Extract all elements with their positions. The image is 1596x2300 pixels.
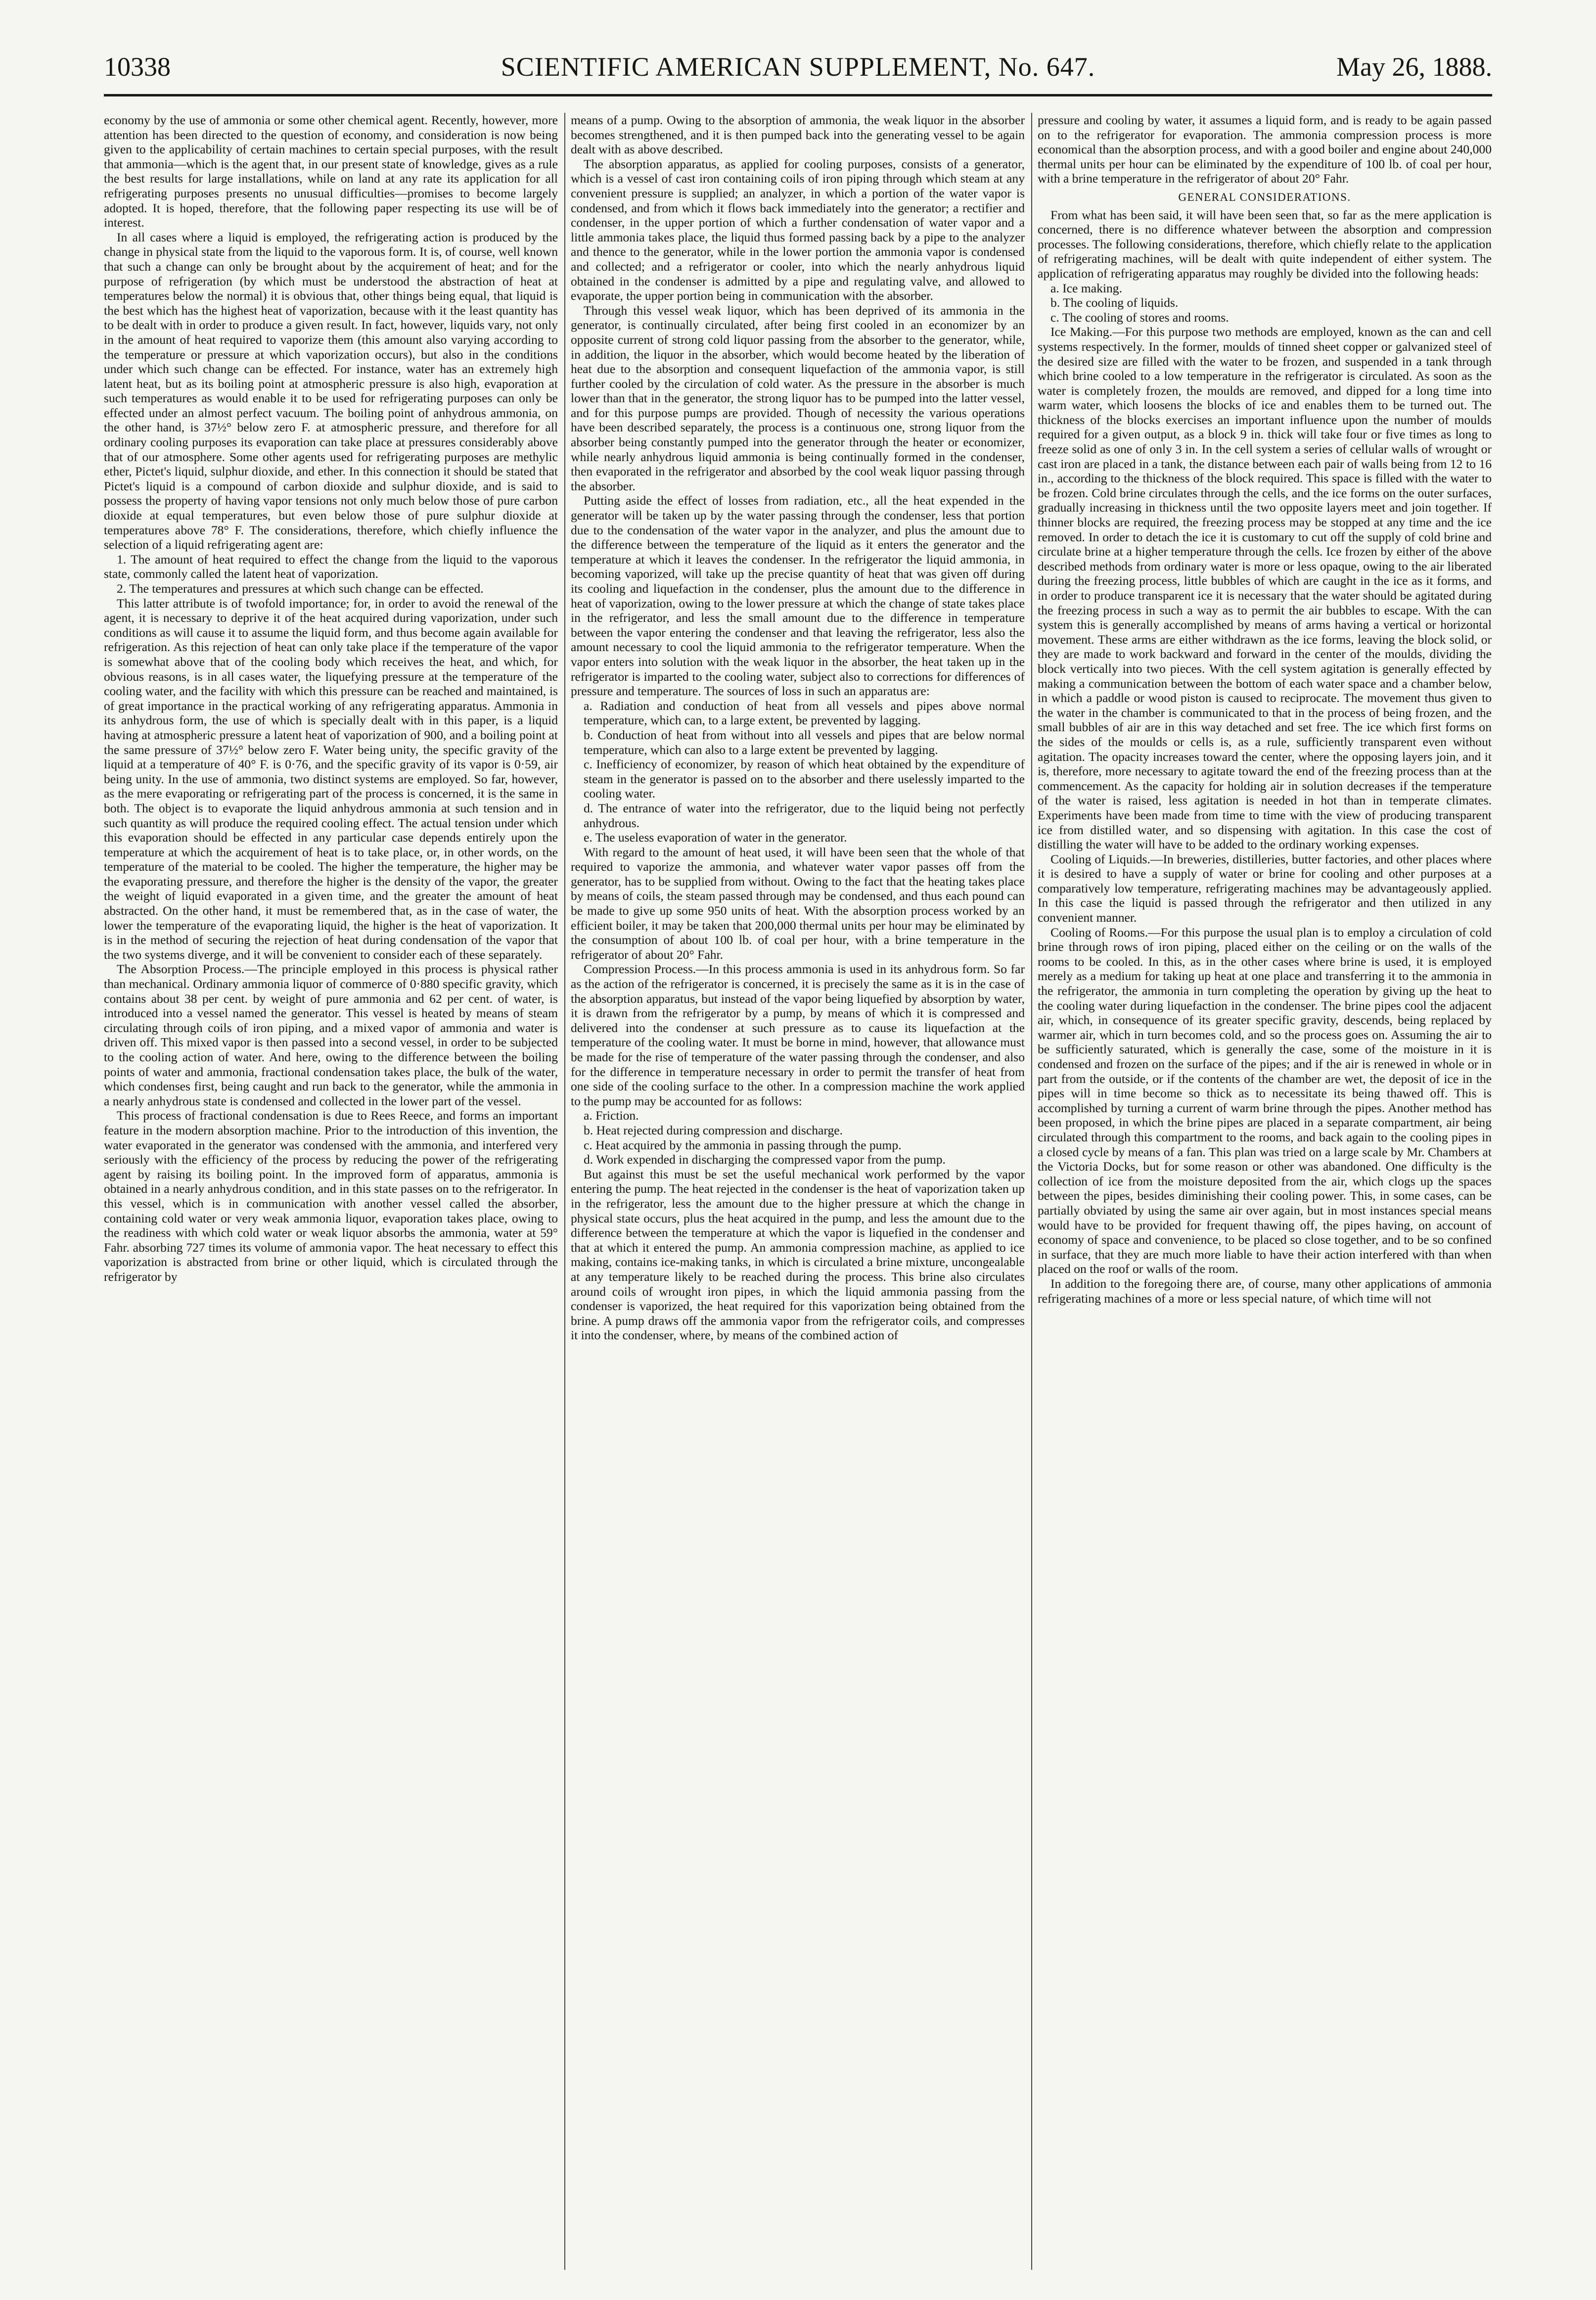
column-divider [1031, 113, 1032, 2270]
paragraph: 2. The temperatures and pressures at which such change can be effected. [117, 581, 484, 596]
column-divider [564, 113, 565, 2270]
paragraph: In all cases where a liquid is employed, the refrigerating action is produced by the change in physical state from the liquid to the vaporous form. It is, of course, well known that such a change can only be brought about by the acquirement of heat; and for the purpose of refrigeration (by which must be understood the abstraction of heat at temperatures below the normal) it is obvious that, other things being equal, that liquid is the best which has the highest heat of vaporization, because with it the least quantity has to be dealt with in order to produce a given result. In fact, however, liquids vary, not only in the amount of heat required to vaporize them (this amount also varying according to the temperature or pressure at which vaporization occurs), but also in the conditions under which such change can be effected. For instance, water has an extremely high latent heat, but as its boiling point at atmospheric pressure is also high, evaporation at such temperatures as would enable it to be used for refrigerating purposes can only be effected under an almost perfect vacuum. The boiling point of anhydrous ammonia, on the other hand, is 37½° below zero F. at atmospheric pressure, and therefore for all ordinary cooling purposes its evaporation can take place at pressures considerably above that of our atmosphere. Some other agents used for refrigerating purposes are methylic ether, Pictet's liquid, sulphur dioxide, and ether. In this connection it should be stated that Pictet's liquid is a compound of carbon dioxide and sulphur dioxide, and is said to possess the property of having vapor tensions not only much below those of pure carbon dioxide at equal temperatures, but even below those of pure sulphur dioxide at temperatures above 78° F. The considerations, therefore, which chiefly influence the selection of a liquid refrigerating agent are: [104, 230, 558, 552]
text-column-1 [104, 113, 558, 2274]
list-item: d. Work expended in discharging the compressed vapor from the pump. [584, 1152, 946, 1167]
list-item: b. Heat rejected during compression and discharge. [584, 1123, 843, 1137]
paragraph: But against this must be set the useful mechanical work performed by the vapor entering the pump. The heat rejected in the condenser is the heat of vaporization taken up in the refrigerator, less the amount due to the higher pressure at which the change in physical state occurs, plus the heat acquired in the pump, and less the amount due to the difference between the temperature at which the vapor is liquefied in the condenser and that at which it entered the pump. An ammonia compression machine, as applied to ice making, contains ice-making tanks, in which is circulated a brine mixture, uncongealable at any temperature likely to be reached during the process. This brine also circulates around coils of wrought iron pipes, in which the liquid ammonia passing from the condenser is vaporized, the heat required for this vaporization being obtained from the brine. A pump draws off the ammonia vapor from the refrigerator coils, and compresses it into the condenser, where, by means of the combined action of [571, 1167, 1025, 1343]
paragraph: Ice Making.—For this purpose two methods are employed, known as the can and cell systems respectively. In the former, moulds of tinned sheet copper or galvanized steel of the desired size are filled with the water to be frozen, and suspended in a tank through which brine cooled to a low temperature in the refrigerator is circulated. As soon as the water is completely frozen, the moulds are removed, and dipped for a long time into warm water, which loosens the blocks of ice and enables them to be turned out. The thickness of the blocks exercises an important influence upon the number of moulds required for a given output, as a block 9 in. thick will take four or five times as long to freeze solid as one of only 3 in. In the cell system a series of cellular walls of wrought or cast iron are placed in a tank, the distance between each pair of walls being from 12 to 16 in., according to the thickness of the block required. This space is filled with the water to be frozen. Cold brine circulates through the cells, and the ice forms on the outer surfaces, gradually increasing in thickness until the two opposite layers meet and join together. If thinner blocks are required, the freezing process may be stopped at any time and the ice removed. In order to detach the ice it is customary to cut off the supply of cold brine and circulate brine at a higher temperature through the cells. Ice frozen by either of the above described methods from ordinary water is more or less opaque, owing to the air liberated during the freezing process, little bubbles of which are caught in the ice as it forms, and in order to produce transparent ice it is necessary that the water should be agitated during the freezing process in such a way as to permit the air bubbles to escape. With the can system this is generally accomplished by means of arms having a vertical or horizontal movement. These arms are either withdrawn as the ice forms, leaving the block solid, or they are made to work backward and forward in the center of the moulds, dividing the block vertically into two pieces. With the cell system agitation is generally effected by making a communication between the bottom of each water space and a chamber below, in which a paddle or wood piston is caused to reciprocate. The movement thus given to the water in the chamber is communicated to that in the process of being frozen, and the small bubbles of air are in this way detached and set free. The ice which first forms on the sides of the moulds or cells is, as a rule, sufficiently transparent even without agitation. The opacity increases toward the center, where the opposing layers join, and it is, therefore, more necessary to agitate toward the end of the freezing process than at the commencement. As the capacity for holding air in solution decreases if the temperature of the water is raised, less agitation is needed in hot than in temperate climates. Experiments have been made from time to time with the view of producing transparent ice from distilled water, and so dispensing with agitation. In this case the cost of distilling the water will have to be added to the ordinary working expenses. [1038, 325, 1492, 852]
paragraph: This latter attribute is of twofold importance; for, in order to avoid the renewal of the agent, it is necessary to deprive it of the heat acquired during vaporization, under such conditions as will cause it to assume the liquid form, and thus become again available for refrigeration. As this rejection of heat can only take place if the temperature of the vapor is somewhat above that of the cooling body which receives the heat, and which, for obvious reasons, is in all cases water, the liquefying pressure at the temperature of the cooling water, and the facility with which this pressure can be reached and maintained, is of great importance in the practical working of any refrigerating apparatus. Ammonia in its anhydrous form, the use of which is specially dealt with in this paper, is a liquid having at atmospheric pressure a latent heat of vaporization of 900, and a boiling point at the same pressure of 37½° below zero F. Water being unity, the specific gravity of the liquid at a temperature of 40° F. is 0·76, and the specific gravity of its vapor is 0·59, air being unity. In the use of ammonia, two distinct systems are employed. So far, however, as the mere evaporating or refrigerating part of the process is concerned, it is the same in both. The object is to evaporate the liquid anhydrous ammonia at such tension and in such quantity as will produce the required cooling effect. The actual tension under which this evaporation should be effected in any particular case depends entirely upon the temperature at which the acquirement of heat is to take place, or, in other words, on the temperature of the material to be cooled. The higher the temperature, the higher may be the evaporating pressure, and therefore the higher is the density of the vapor, the greater the weight of liquid evaporated in a given time, and the greater the amount of heat abstracted. On the other hand, it must be remembered that, as in the case of water, the lower the temperature of the evaporating liquid, the higher is the heat of vaporization. It is in the method of securing the rejection of heat during condensation of the vapor that the two systems diverge, and it will be convenient to consider each of these separately. [104, 596, 558, 962]
header-rule [104, 94, 1492, 96]
page-number: 10338 [104, 52, 171, 82]
list-item: c. The cooling of stores and rooms. [1050, 310, 1229, 325]
list-item: b. The cooling of liquids. [1050, 295, 1179, 310]
issue-date: May 26, 1888. [1336, 52, 1492, 82]
paragraph: Putting aside the effect of losses from radiation, etc., all the heat expended in the generator will be taken up by the water passing through the condenser, less that portion due to the condensation of the water vapor in the analyzer, and plus the amount due to the difference between the temperature of the liquid as it enters the generator and the temperature at which it leaves the condenser. In the refrigerator the liquid ammonia, in becoming vaporized, will take up the precise quantity of heat that was given off during its cooling and liquefaction in the condenser, plus the amount due to the difference in heat of vaporization, owing to the lower pressure at which the change of state takes place in the refrigerator, and less the small amount due to the difference in temperature between the vapor entering the condenser and that leaving the refrigerator, less also the amount necessary to cool the liquid ammonia to the refrigerator temperature. When the vapor enters into solution with the weak liquor in the absorber, the heat taken up in the refrigerator is imparted to the cooling water, subject also to corrections for differences of pressure and temperature. The sources of loss in such an apparatus are: [571, 493, 1025, 699]
paragraph: pressure and cooling by water, it assumes a liquid form, and is ready to be again passed on to the refrigerator for evaporation. The ammonia compression process is more economical than the absorption process, and with a good boiler and engine about 240,000 thermal units per hour can be eliminated by the expenditure of 100 lb. of coal per hour, with a brine temperature in the refrigerator of about 20° Fahr. [1038, 113, 1492, 186]
paragraph: The Absorption Process.—The principle employed in this process is physical rather than mechanical. Ordinary ammonia liquor of commerce of 0·880 specific gravity, which contains about 38 per cent. by weight of pure ammonia and 62 per cent. of water, is introduced into a vessel named the generator. This vessel is heated by means of steam circulating through coils of iron piping, and a mixed vapor of ammonia and water is driven off. This mixed vapor is then passed into a second vessel, in order to be subjected to the cooling action of water. And here, owing to the difference between the boiling points of water and ammonia, fractional condensation takes place, the bulk of the water, which condenses first, being caught and run back to the generator, while the ammonia in a nearly anhydrous state is condensed and collected in the lower part of the vessel. [104, 962, 558, 1108]
paragraph: 1. The amount of heat required to effect the change from the liquid to the vaporous state, commonly called the latent heat of vaporization. [104, 552, 558, 581]
paragraph: The absorption apparatus, as applied for cooling purposes, consists of a generator, which is a vessel of cast iron containing coils of iron piping through which steam at any convenient pressure is supplied; an analyzer, in which a portion of the water vapor is condensed, and from which it flows back immediately into the generator; a rectifier and condenser, in the upper portion of which a further condensation of water vapor and a little ammonia takes place, the liquid thus formed passing back by a pipe to the analyzer and thence to the generator, while in the lower portion the ammonia vapor is condensed and collected; and a refrigerator or cooler, into which the nearly anhydrous liquid obtained in the condenser is admitted by a pipe and regulating valve, and allowed to evaporate, the upper portion being in communication with the absorber. [571, 156, 1025, 303]
paragraph: Through this vessel weak liquor, which has been deprived of its ammonia in the generator, is continually circulated, after being first cooled in an economizer by an opposite current of strong cold liquor passing from the absorber to the generator, while, in addition, the liquor in the absorber, which would become heated by the liberation of heat due to the absorption and consequent liquefaction of the ammonia vapor, is still further cooled by the circulation of cold water. As the pressure in the absorber is much lower than that in the generator, the strong liquor has to be pumped into the latter vessel, and for this purpose pumps are provided. Though of necessity the various operations have been described separately, the process is a continuous one, strong liquor from the absorber being constantly pumped into the generator through the heater or economizer, while nearly anhydrous liquid ammonia is being continually formed in the condenser, then evaporated in the refrigerator and absorbed by the cool weak liquor passing through the absorber. [571, 303, 1025, 493]
list-item: b. Conduction of heat from without into all vessels and pipes that are below normal temperature, which can also to a large extent be prevented by lagging. [584, 727, 1025, 757]
list-item: c. Heat acquired by the ammonia in passing through the pump. [584, 1137, 902, 1152]
paragraph: Cooling of Rooms.—For this purpose the usual plan is to employ a circulation of cold brine through rows of iron piping, placed either on the ceiling or on the walls of the rooms to be cooled. In this, as in the other cases where brine is used, it is employed merely as a medium for taking up heat at one place and transferring it to the ammonia in the refrigerator, the ammonia in turn completing the operation by giving up the heat to the cooling water during liquefaction in the condenser. The brine pipes cool the adjacent air, which, in consequence of its greater specific gravity, descends, being replaced by warmer air, which in turn becomes cold, and so the process goes on. Assuming the air to be sufficiently saturated, which is generally the case, some of the moisture in it is condensed and frozen on the surface of the pipes; and if the air is renewed in whole or in part from the outside, or if the contents of the chamber are wet, the deposit of ice in the pipes will in time become so thick as to necessitate its being thawed off. This is accomplished by turning a current of warm brine through the pipes. Another method has been proposed, in which the brine pipes are placed in a separate compartment, air being circulated through this compartment to the rooms, and back again to the cooling pipes in a closed cycle by means of a fan. This plan was tried on a large scale by Mr. Chambers at the Victoria Docks, but for some reason or other was abandoned. One difficulty is the collection of ice from the moisture deposited from the air, which clogs up the spaces between the pipes, besides diminishing their cooling power. This, in some cases, can be partially obviated by using the same air over again, but in most instances special means would have to be provided for frequent thawing off, the pipes having, on account of economy of space and convenience, to be placed so close together, and to be so confined in surface, that they are much more liable to have their action interfered with than when placed on the roof or walls of the room. [1038, 925, 1492, 1276]
list-item: a. Radiation and conduction of heat from all vessels and pipes above normal temperature, which can, to a large extent, be prevented by lagging. [584, 698, 1025, 728]
paragraph: From what has been said, it will have been seen that, so far as the mere application is concerned, there is no difference whatever between the absorption and compression processes. The following considerations, therefore, which chiefly relate to the application of refrigerating machines, will be dealt with quite independent of either system. The application of refrigerating apparatus may roughly be divided into the following heads: [1038, 207, 1492, 281]
list-item: a. Friction. [584, 1108, 639, 1123]
list-item: d. The entrance of water into the refrigerator, due to the liquid being not perfectly anhydrous. [584, 800, 1025, 830]
paragraph: In addition to the foregoing there are, of course, many other applications of ammonia refrigerating machines of a more or less special nature, of which time will not [1038, 1276, 1492, 1306]
section-heading: GENERAL CONSIDERATIONS. [1178, 190, 1351, 203]
list-item: e. The useless evaporation of water in the generator. [584, 830, 847, 845]
paragraph: Cooling of Liquids.—In breweries, distilleries, butter factories, and other places where it is desired to have a supply of water or brine for cooling and other purposes at a comparatively low temperature, refrigerating machines may be advantageously applied. In this case the liquid is passed through the refrigerator and then utilized in any convenient manner. [1038, 851, 1492, 925]
paragraph: Compression Process.—In this process ammonia is used in its anhydrous form. So far as the action of the refrigerator is concerned, it is precisely the same as it is in the case of the absorption apparatus, but instead of the vapor being liquefied by absorption by water, it is drawn from the refrigerator by a pump, by means of which it is compressed and delivered into the condenser at such pressure as to cause its liquefaction at the temperature of the cooling water. It must be borne in mind, however, that allowance must be made for the rise of temperature of the water passing through the condenser, and also for the difference in temperature necessary in order to permit the transfer of heat from one side of the cooling surface to the other. In a compression machine the work applied to the pump may be accounted for as follows: [571, 962, 1025, 1108]
paragraph: This process of fractional condensation is due to Rees Reece, and forms an important feature in the modern absorption machine. Prior to the introduction of this invention, the water evaporated in the generator was condensed with the ammonia, and interfered very seriously with the efficiency of the process by reducing the power of the refrigerating agent by raising its boiling point. In the improved form of apparatus, ammonia is obtained in a nearly anhydrous condition, and in this state passes on to the refrigerator. In this vessel, which is in communication with another vessel called the absorber, containing cold water or very weak ammonia liquor, evaporation takes place, owing to the readiness with which cold water or weak liquor absorbs the ammonia, water at 59° Fahr. absorbing 727 times its volume of ammonia vapor. The heat necessary to effect this vaporization is abstracted from brine or other liquid, which is circulated through the refrigerator by [104, 1108, 558, 1284]
paragraph: means of a pump. Owing to the absorption of ammonia, the weak liquor in the absorber becomes strengthened, and it is then pumped back into the generating vessel to be again dealt with as above described. [571, 113, 1025, 157]
text-column-2 [571, 113, 1025, 2274]
page-header [104, 51, 1492, 91]
list-item: c. Inefficiency of economizer, by reason of which heat obtained by the expenditure of steam in the generator is passed on to the absorber and there uselessly imparted to the cooling water. [584, 757, 1025, 801]
paragraph: With regard to the amount of heat used, it will have been seen that the whole of that required to vaporize the ammonia, and whatever water vapor passes off from the generator, has to be supplied from without. Owing to the fact that the heating takes place by means of coils, the steam passed through may be condensed, and thus each pound can be made to give up some 950 units of heat. With the absorption process worked by an efficient boiler, it may be taken that 200,000 thermal units per hour may be eliminated by the consumption of about 100 lb. of coal per hour, with a brine temperature in the refrigerator of about 20° Fahr. [571, 845, 1025, 962]
text-column-3 [1038, 113, 1492, 2274]
publication-title: SCIENTIFIC AMERICAN SUPPLEMENT, No. 647. [501, 52, 1095, 82]
list-item: a. Ice making. [1050, 281, 1122, 295]
paragraph: economy by the use of ammonia or some other chemical agent. Recently, however, more attention has been directed to the question of economy, and consideration is now being given to the applicability of certain machines to certain special purposes, with the result that ammonia—which is the agent that, in our present state of knowledge, gives as a rule the best results for large installations, while on land at any rate its application for all refrigerating purposes presents no unusual difficulties—promises to become largely adopted. It is hoped, therefore, that the following paper respecting its use will be of interest. [104, 113, 558, 230]
